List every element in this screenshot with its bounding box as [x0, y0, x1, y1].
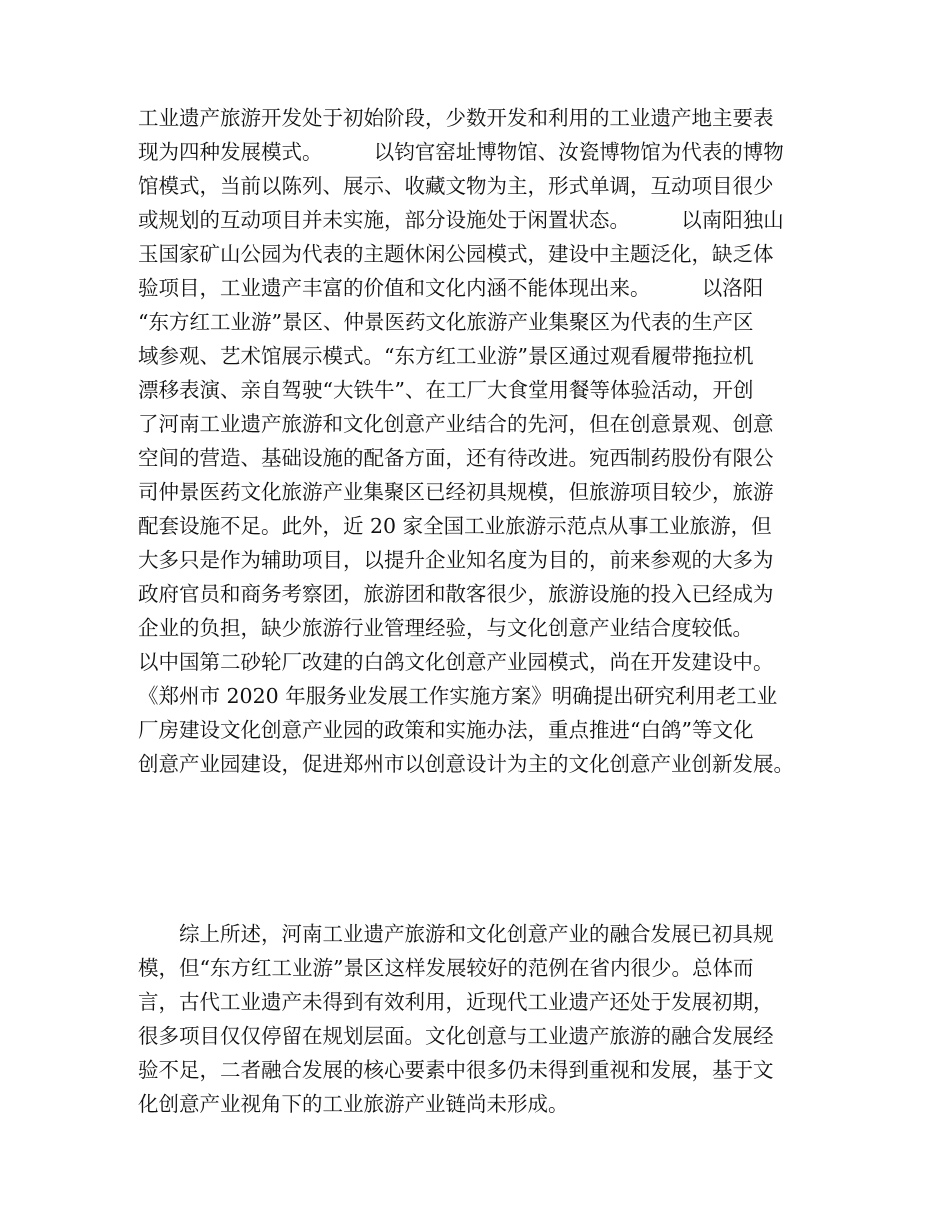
paragraph-line: 化创意产业视角下的工业旅游产业链尚未形成。: [138, 1092, 569, 1116]
paragraph-line: 言，古代工业遗产未得到有效利用，近现代工业遗产还处于发展初期，: [138, 990, 774, 1014]
paragraph-line: 很多项目仅仅停留在规划层面。文化创意与工业遗产旅游的融合发展经: [138, 1024, 774, 1048]
paragraph-line: 域参观、艺术馆展示模式。“东方红工业游”景区通过观看履带拖拉机: [138, 344, 754, 368]
paragraph-line: 《郑州市 2020 年服务业发展工作实施方案》明确提出研究利用老工业: [138, 684, 778, 708]
paragraph-line: 创意产业园建设，促进郑州市以创意设计为主的文化创意产业创新发展。: [138, 752, 794, 776]
paragraph-line: 政府官员和商务考察团，旅游团和散客很少，旅游设施的投入已经成为: [138, 582, 774, 606]
paragraph-line: 现为四种发展模式。 以钧官窑址博物馆、汝瓷博物馆为代表的博物: [138, 140, 784, 164]
paragraph-line: 空间的营造、基础设施的配备方面，还有待改进。宛西制药股份有限公: [138, 446, 774, 470]
paragraph-line: 验不足，二者融合发展的核心要素中很多仍未得到重视和发展，基于文: [138, 1058, 774, 1082]
paragraph-line: 玉国家矿山公园为代表的主题休闲公园模式，建设中主题泛化，缺乏体: [138, 242, 774, 266]
paragraph-line: 漂移表演、亲自驾驶“大铁牛”、在工厂大食堂用餐等体验活动，开创: [138, 378, 754, 402]
paragraph-line: 验项目，工业遗产丰富的价值和文化内涵不能体现出来。 以洛阳: [138, 276, 764, 300]
paragraph-line: 综上所述，河南工业遗产旅游和文化创意产业的融合发展已初具规: [138, 922, 774, 946]
paragraph-line: 配套设施不足。此外，近 20 家全国工业旅游示范点从事工业旅游，但: [138, 514, 772, 538]
paragraph-line: 企业的负担，缺少旅游行业管理经验，与文化创意产业结合度较低。: [138, 616, 753, 640]
paragraph-line: 大多只是作为辅助项目，以提升企业知名度为目的，前来参观的大多为: [138, 548, 774, 572]
paragraph-2: [138, 917, 828, 1121]
paragraph-line: 以中国第二砂轮厂改建的白鸽文化创意产业园模式，尚在开发建设中。: [138, 650, 774, 674]
paragraph-line: 司仲景医药文化旅游产业集聚区已经初具规模，但旅游项目较少，旅游: [138, 480, 774, 504]
paragraph-line: 厂房建设文化创意产业园的政策和实施办法，重点推进“白鸽”等文化: [138, 718, 754, 742]
paragraph-1: [138, 101, 828, 781]
paragraph-line: 模，但“东方红工业游”景区这样发展较好的范例在省内很少。总体而: [138, 956, 754, 980]
paragraph-line: 工业遗产旅游开发处于初始阶段，少数开发和利用的工业遗产地主要表: [138, 106, 774, 130]
paragraph-line: “东方红工业游”景区、仲景医药文化旅游产业集聚区为代表的生产区: [138, 310, 754, 334]
paragraph-line: 或规划的互动项目并未实施，部分设施处于闲置状态。 以南阳独山: [138, 208, 784, 232]
paragraph-line: 了河南工业遗产旅游和文化创意产业结合的先河，但在创意景观、创意: [138, 412, 774, 436]
paragraph-line: 馆模式，当前以陈列、展示、收藏文物为主，形式单调，互动项目很少: [138, 174, 774, 198]
